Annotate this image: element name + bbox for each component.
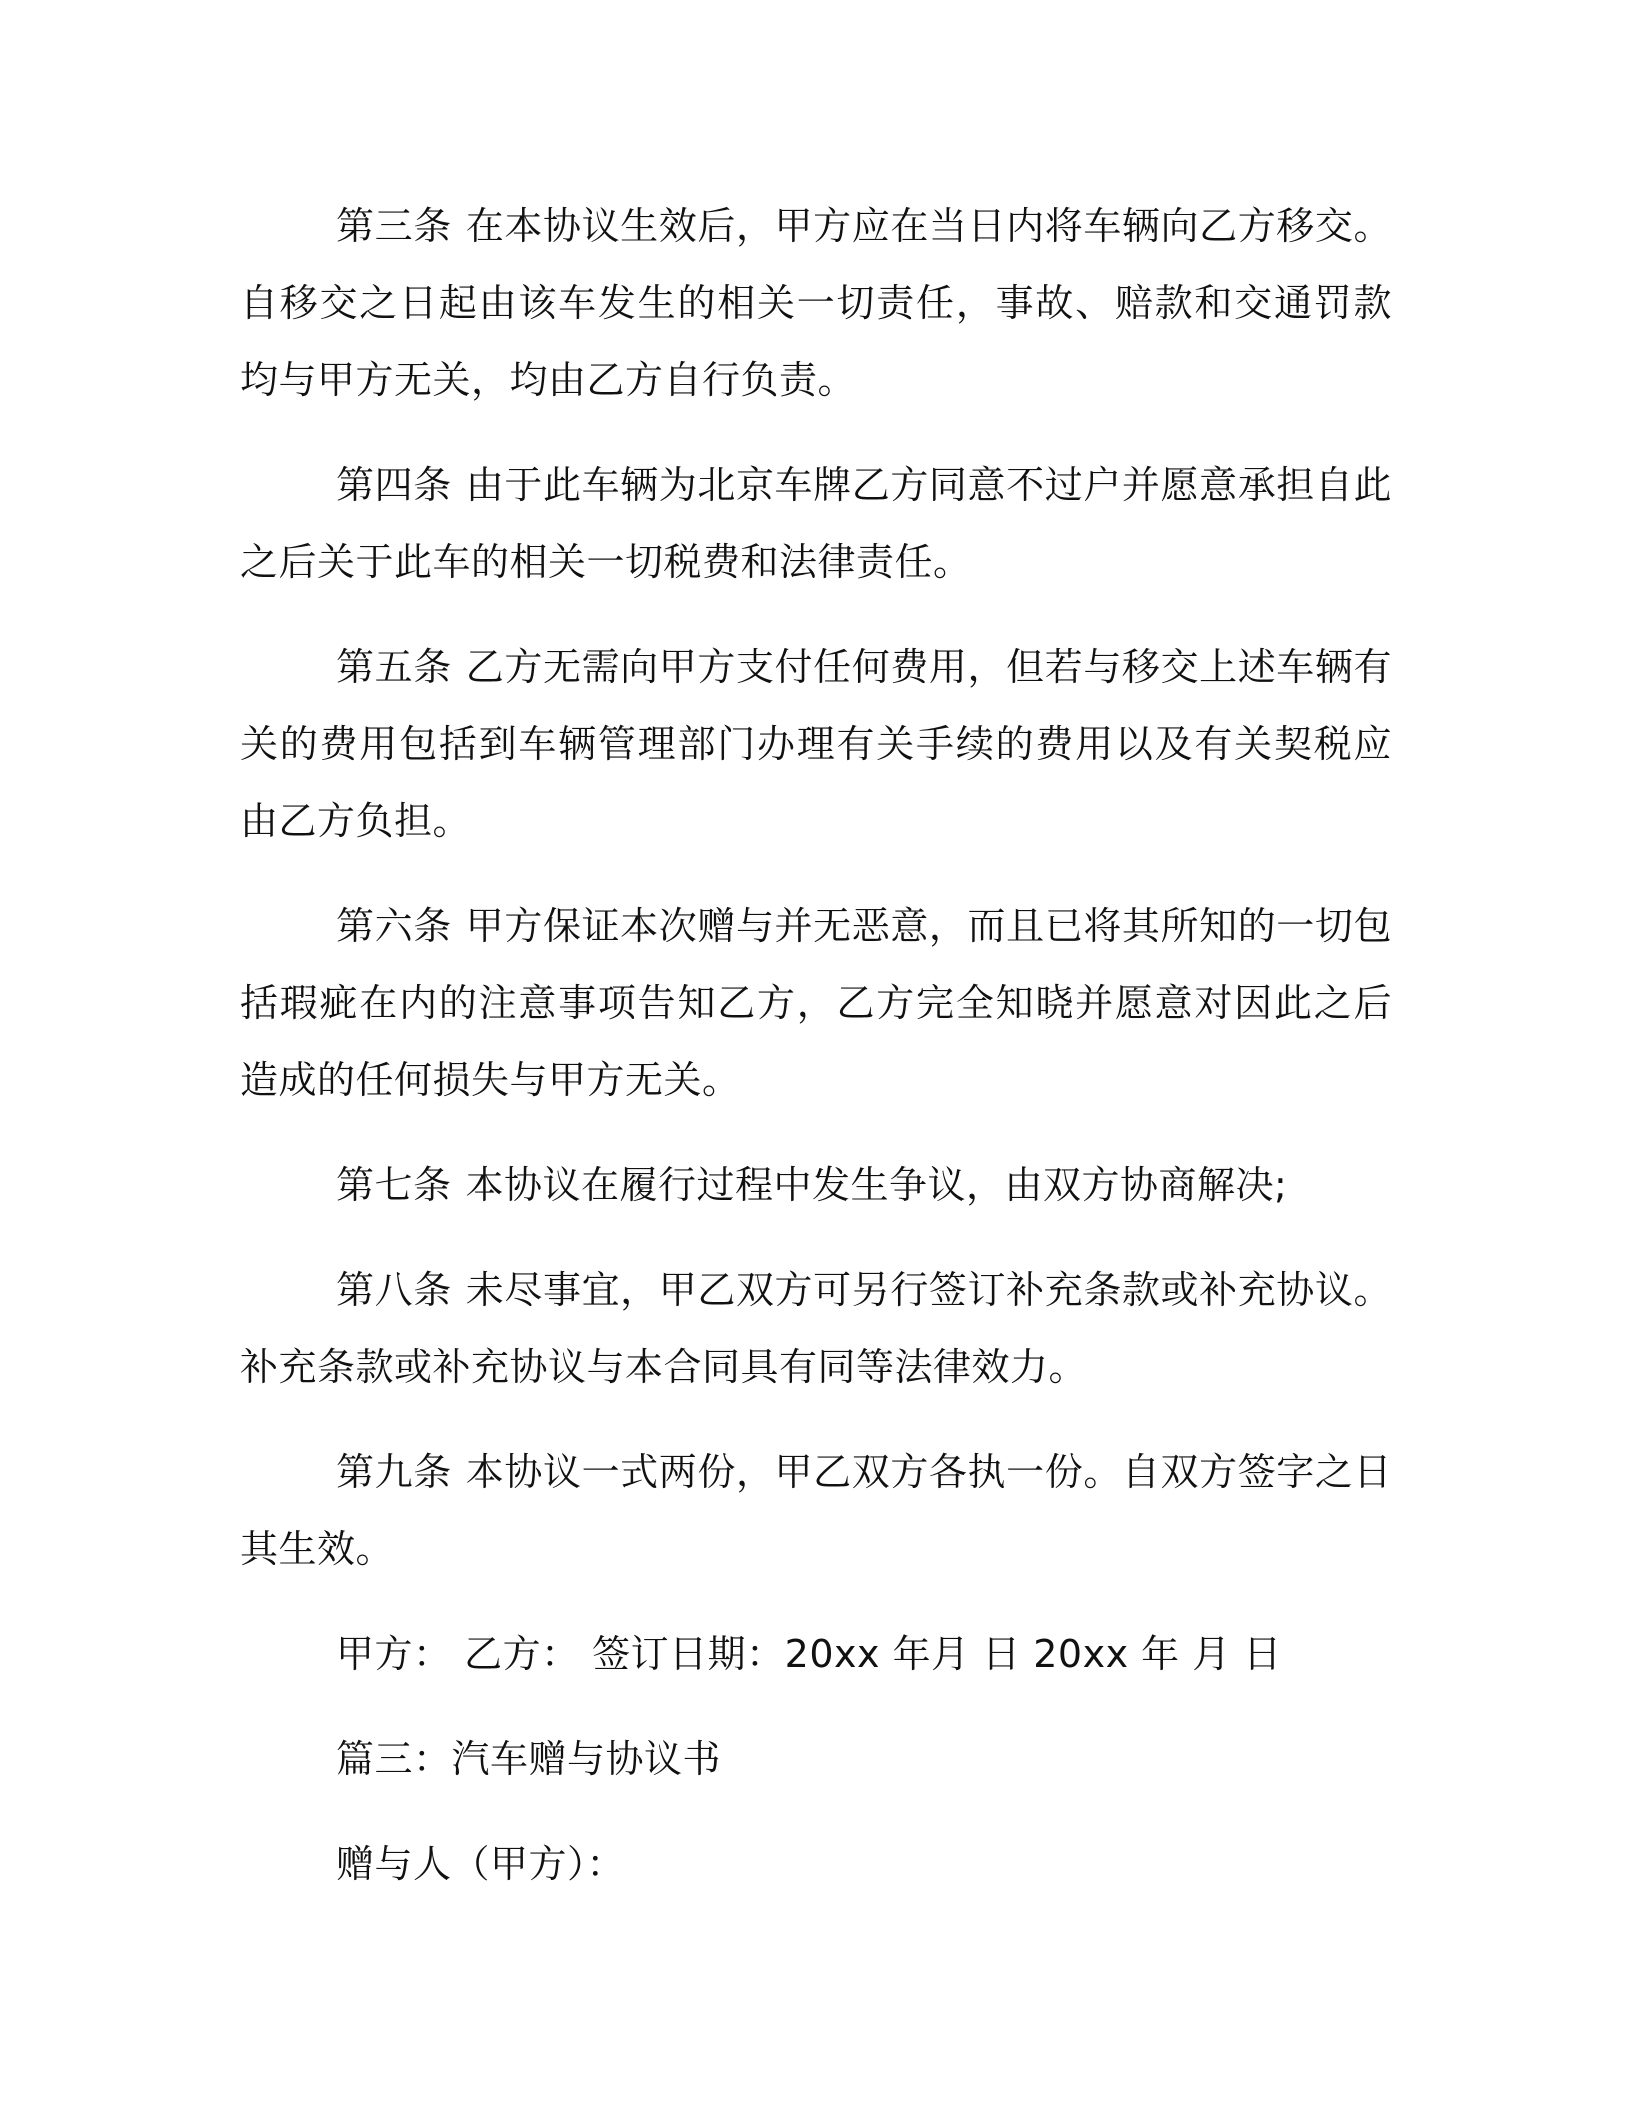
article-3-text: 在本协议生效后，甲方应在当日内将车辆向乙方移交。自移交之日起由该车发生的相关一切责任，事故、赔款和交通罚款均与甲方无关，均由乙方自行负责。	[240, 204, 1392, 402]
signature-line	[240, 1616, 1392, 1693]
article-3-label: 第三条	[336, 204, 452, 248]
article-4-text: 由于此车辆为北京车牌乙方同意不过户并愿意承担自此之后关于此车的相关一切税费和法律责任。	[240, 463, 1392, 584]
article-8-label: 第八条	[336, 1268, 452, 1312]
document-body	[240, 188, 1392, 1903]
donor-line	[240, 1826, 1392, 1903]
section-heading-text: 篇三：汽车赠与协议书	[336, 1737, 722, 1781]
article-9-text: 本协议一式两份，甲乙双方各执一份。自双方签字之日其生效。	[240, 1450, 1392, 1571]
article-6-text: 甲方保证本次赠与并无恶意，而且已将其所知的一切包括瑕疵在内的注意事项告知乙方，乙方完全知晓并愿意对因此之后造成的任何损失与甲方无关。	[240, 904, 1392, 1102]
article-5-label: 第五条	[336, 645, 452, 689]
article-3-paragraph	[240, 188, 1392, 419]
article-4-label: 第四条	[336, 463, 452, 507]
article-7-text: 本协议在履行过程中发生争议，由双方协商解决;	[465, 1163, 1288, 1207]
article-4-paragraph	[240, 447, 1392, 601]
article-8-paragraph	[240, 1252, 1392, 1406]
section-heading	[240, 1721, 1392, 1798]
article-7-paragraph	[240, 1147, 1392, 1224]
article-8-text: 未尽事宜，甲乙双方可另行签订补充条款或补充协议。补充条款或补充协议与本合同具有同等法律效力。	[240, 1268, 1392, 1389]
article-5-paragraph	[240, 629, 1392, 860]
article-7-label: 第七条	[336, 1163, 452, 1207]
donor-label: 赠与人（甲方）：	[336, 1842, 626, 1886]
article-5-text: 乙方无需向甲方支付任何费用，但若与移交上述车辆有关的费用包括到车辆管理部门办理有关手续的费用以及有关契税应由乙方负担。	[240, 645, 1392, 843]
article-9-paragraph	[240, 1434, 1392, 1588]
signature-text: 甲方： 乙方： 签订日期：20xx 年月 日 20xx 年 月 日	[336, 1632, 1282, 1676]
article-6-paragraph	[240, 888, 1392, 1119]
article-9-label: 第九条	[336, 1450, 452, 1494]
article-6-label: 第六条	[336, 904, 452, 948]
